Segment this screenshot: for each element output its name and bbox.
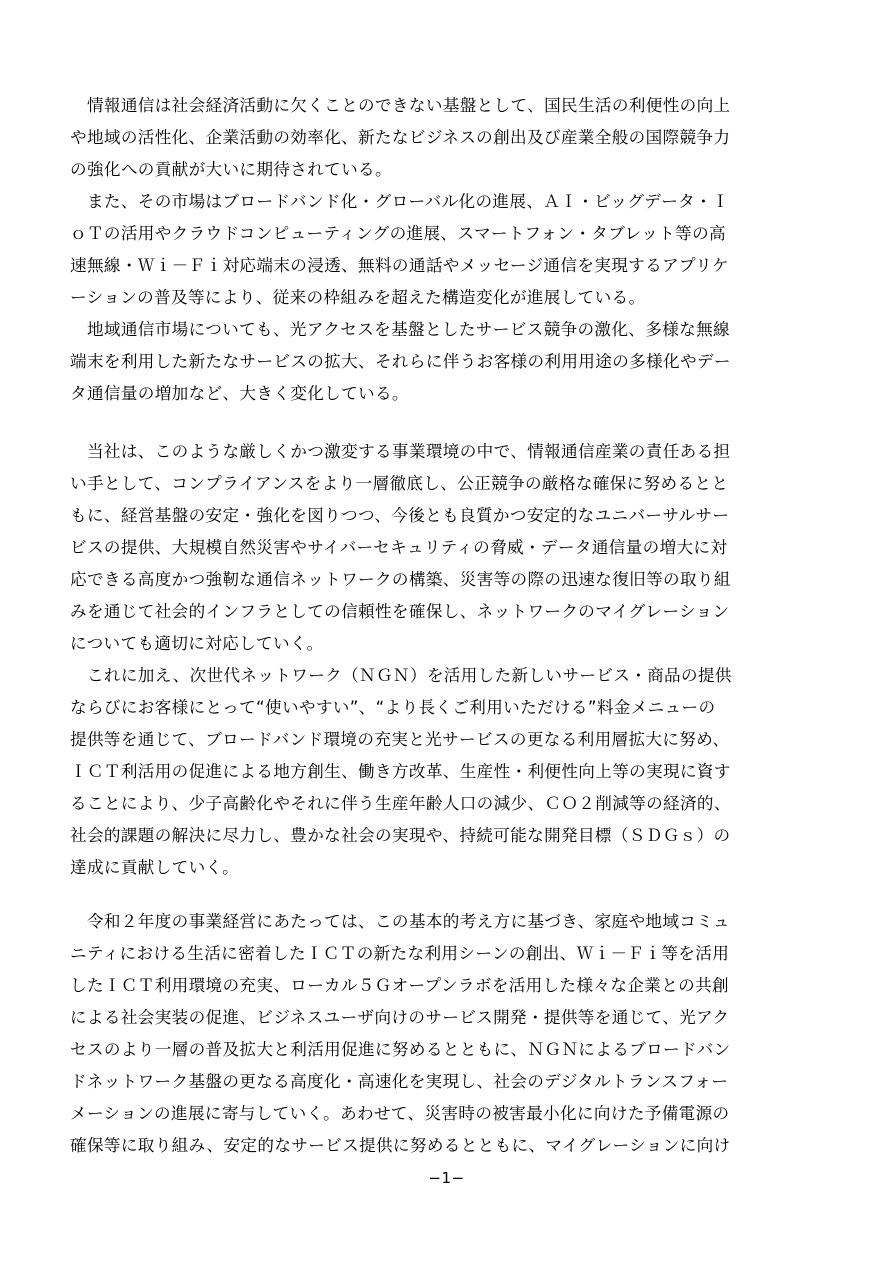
paragraph-3-line-2: 端末を利用した新たなサービスの拡大、それらに伴うお客様の利用用途の多様化やデー xyxy=(70,352,731,371)
paragraph-5-line-3: 提供等を通じて、ブロードバンド環境の充実と光サービスの更なる利用層拡大に努め、 xyxy=(70,730,730,749)
paragraph-4-line-4: ビスの提供、大規模自然災害やサイバーセキュリティの脅威・データ通信量の増大に対 xyxy=(70,538,728,557)
paragraph-4-line-6: みを通じて社会的インフラとしての信頼性を確保し、ネットワークのマイグレーション xyxy=(70,602,730,621)
paragraph-6-line-3: したＩＣＴ利用環境の充実、ローカル５Ｇオープンラボを活用した様々な企業との共創 xyxy=(70,976,729,995)
paragraph-5-line-1: これに加え、次世代ネットワーク（ＮＧＮ）を活用した新しいサービス・商品の提供 xyxy=(70,666,732,685)
paragraph-5-line-2: ならびにお客様にとって“使いやすい”、“より長くご利用いただける”料金メニューの xyxy=(70,698,716,717)
paragraph-4-line-3: もに、経営基盤の安定・強化を図りつつ、今後とも良質かつ安定的なユニバーサルサー xyxy=(70,506,730,525)
paragraph-5-line-7: 達成に貢献していく。 xyxy=(70,858,240,877)
paragraph-6-line-4: による社会実装の促進、ビジネスユーザ向けのサービス開発・提供等を通じて、光アク xyxy=(70,1008,730,1027)
paragraph-3-line-3: タ通信量の増加など、大きく変化している。 xyxy=(70,384,409,403)
paragraph-1-line-1: 情報通信は社会経済活動に欠くことのできない基盤として、国民生活の利便性の向上 xyxy=(70,96,731,115)
paragraph-4-line-2: い手として、コンプライアンスをより一層徹底し、公正競争の厳格な確保に努めるとと xyxy=(70,474,729,493)
paragraph-2-line-4: ーションの普及等により、従来の枠組みを超えた構造変化が進展している。 xyxy=(70,288,646,307)
paragraph-6-line-5: セスのより一層の普及拡大と利活用促進に努めるとともに、ＮＧＮによるブロードバン xyxy=(70,1040,731,1059)
paragraph-2-line-2: ｏＴの活用やクラウドコンピューティングの進展、スマートフォン・タブレット等の高 xyxy=(70,224,726,243)
paragraph-6-line-2: ニティにおける生活に密着したＩＣＴの新たな利用シーンの創出、Ｗｉ－Ｆｉ等を活用 xyxy=(70,944,730,963)
paragraph-4-line-5: 応できる高度かつ強靭な通信ネットワークの構築、災害等の際の迅速な復旧等の取り組 xyxy=(70,570,731,589)
paragraph-6-line-8: 確保等に取り組み、安定的なサービス提供に努めるとともに、マイグレーションに向け xyxy=(70,1136,731,1155)
page-number: −1− xyxy=(428,1169,465,1187)
paragraph-6-line-7: メーションの進展に寄与していく。あわせて、災害時の被害最小化に向けた予備電源の xyxy=(70,1104,730,1123)
paragraph-6-line-1: 令和２年度の事業経営にあたっては、この基本的考え方に基づき、家庭や地域コミュ xyxy=(70,912,730,931)
paragraph-4-line-1: 当社は、このような厳しくかつ激変する事業環境の中で、情報通信産業の責任ある担 xyxy=(70,442,731,461)
paragraph-1-line-3: の強化への貢献が大いに期待されている。 xyxy=(70,160,392,179)
paragraph-2-line-3: 速無線・Ｗｉ－Ｆｉ対応端末の浸透、無料の通話やメッセージ通信を実現するアプリケ xyxy=(70,256,729,275)
paragraph-6-line-6: ドネットワーク基盤の更なる高度化・高速化を実現し、社会のデジタルトランスフォー xyxy=(70,1072,729,1091)
paragraph-3-line-1: 地域通信市場についても、光アクセスを基盤としたサービス競争の激化、多様な無線 xyxy=(70,320,730,339)
paragraph-5-line-5: ることにより、少子高齢化やそれに伴う生産年齢人口の減少、ＣＯ２削減等の経済的、 xyxy=(70,794,731,813)
paragraph-4-line-7: についても適切に対応していく。 xyxy=(70,634,324,653)
paragraph-5-line-4: ＩＣＴ利活用の促進による地方創生、働き方改革、生産性・利便性向上等の実現に資す xyxy=(70,762,731,781)
paragraph-2-line-1: また、その市場はブロードバンド化・グローバル化の進展、ＡＩ・ビッグデータ・Ｉ xyxy=(70,192,729,211)
paragraph-5-line-6: 社会的課題の解決に尽力し、豊かな社会の実現や、持続可能な開発目標（ＳＤＧｓ）の xyxy=(70,826,731,845)
paragraph-1-line-2: や地域の活性化、企業活動の効率化、新たなビジネスの創出及び産業全般の国際競争力 xyxy=(70,128,731,147)
